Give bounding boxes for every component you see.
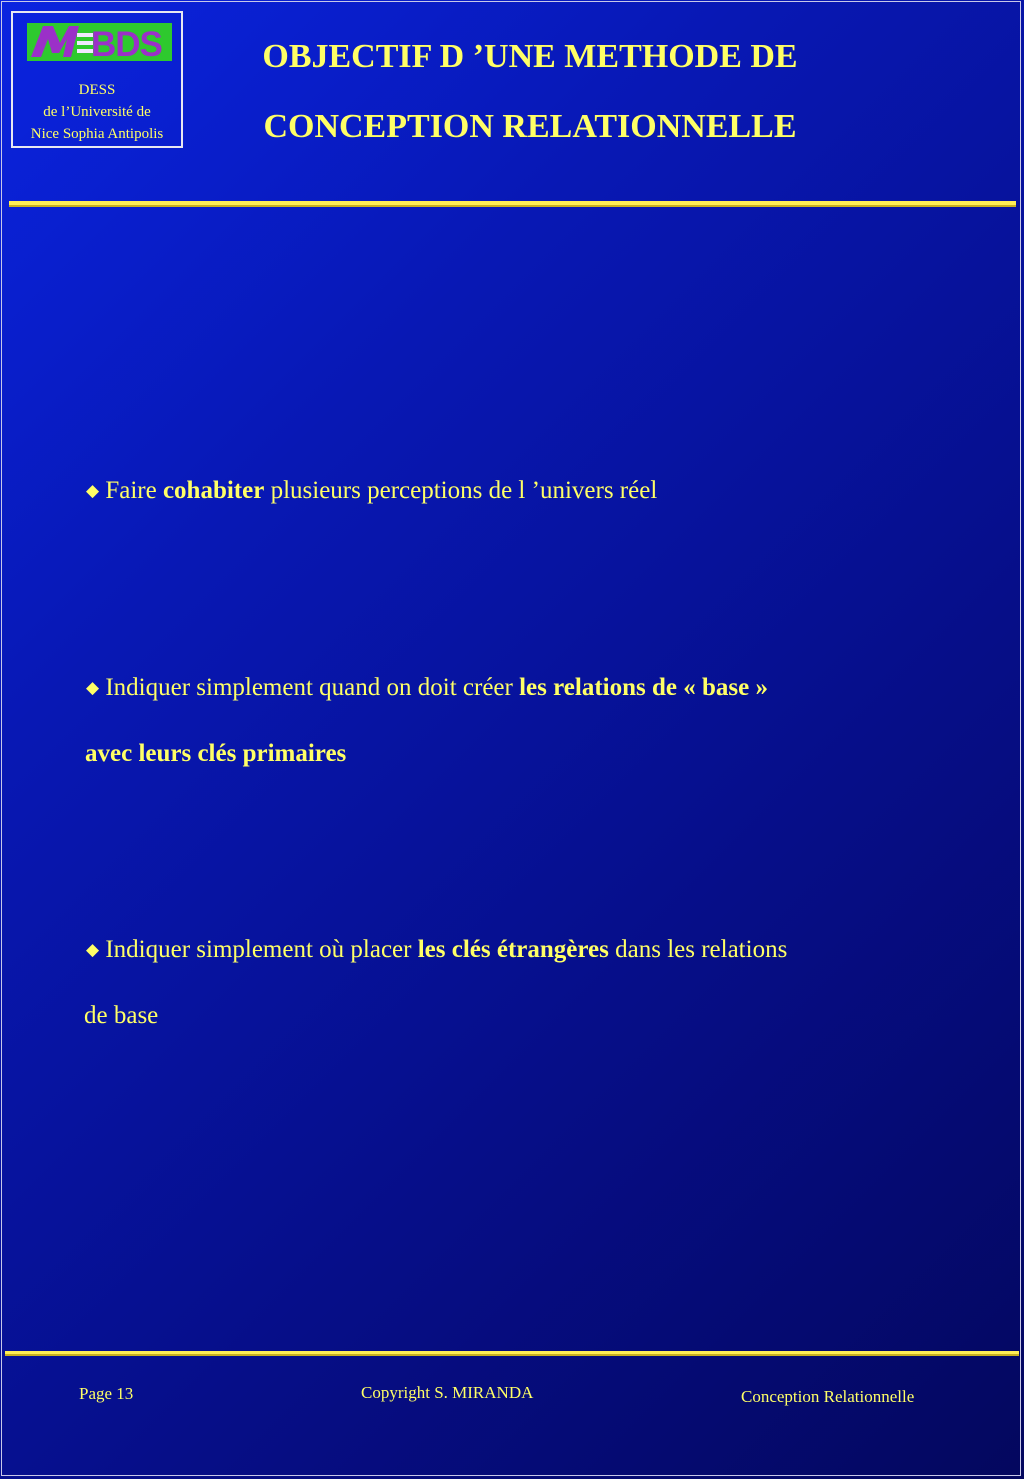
bullet-2-text-1: Indiquer simplement quand on doit créer xyxy=(99,674,520,701)
bullet-2-line-1 xyxy=(86,671,768,705)
bullet-3-text-1: Indiquer simplement où placer xyxy=(99,936,418,963)
logo-caption-line1: DESS xyxy=(78,82,116,98)
bullet-1-text-2: plusieurs perceptions de l ’univers réel xyxy=(264,477,658,504)
bullet-2-bold-1: les relations de « base » xyxy=(519,674,768,701)
logo-caption xyxy=(13,79,181,145)
title-line2: CONCEPTION RELATIONNELLE xyxy=(263,108,797,145)
bottom-divider xyxy=(5,1351,1019,1356)
logo-box xyxy=(11,11,183,148)
bullet-2-line-2 xyxy=(85,737,346,771)
bullet-3-line-1 xyxy=(86,933,787,967)
footer-copyright: Copyright S. MIRANDA xyxy=(361,1383,534,1402)
slide-title xyxy=(200,22,860,162)
svg-text:BDS: BDS xyxy=(91,25,162,61)
bullet-3-text-3: de base xyxy=(84,1002,159,1029)
bullet-3-bold: les clés étrangères xyxy=(417,936,609,963)
diamond-bullet-icon: ◆ xyxy=(86,678,100,697)
bullet-1-text-1: Faire xyxy=(99,477,163,504)
top-divider xyxy=(9,201,1016,207)
bullet-3-text-2: dans les relations xyxy=(608,936,788,963)
bullet-3-line-2 xyxy=(84,999,158,1033)
footer-course-title: Conception Relationnelle xyxy=(741,1387,915,1406)
mbds-logo xyxy=(27,23,172,61)
logo-caption-line3: Nice Sophia Antipolis xyxy=(30,126,164,142)
title-line1: OBJECTIF D ’UNE METHODE DE xyxy=(262,38,798,75)
logo-caption-line2: de l’Université de xyxy=(43,104,151,120)
bullet-2-bold-2: avec leurs clés primaires xyxy=(85,740,347,767)
footer-page-number: Page 13 xyxy=(79,1384,134,1403)
bullet-1-bold: cohabiter xyxy=(162,477,265,504)
bullet-1-line xyxy=(86,474,657,508)
diamond-bullet-icon: ◆ xyxy=(86,940,100,959)
diamond-bullet-icon: ◆ xyxy=(86,481,100,500)
